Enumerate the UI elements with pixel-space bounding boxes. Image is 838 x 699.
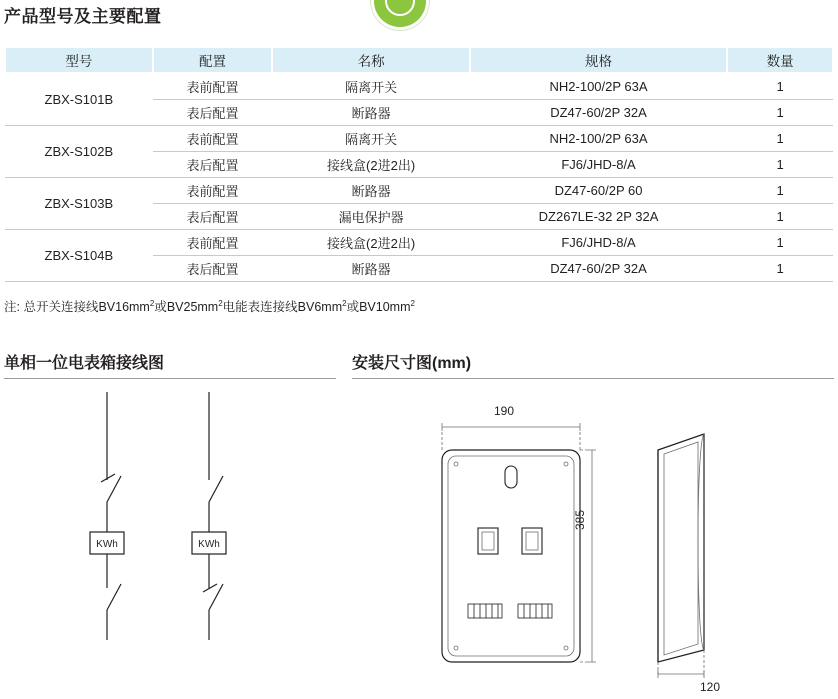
- cell-qty: 1: [727, 178, 833, 204]
- cell-qty: 1: [727, 100, 833, 126]
- column-header-name: 名称: [272, 47, 469, 73]
- column-header-spec: 规格: [470, 47, 727, 73]
- enclosure-side-curve: [698, 434, 704, 650]
- cell-spec: DZ47-60/2P 60: [470, 178, 727, 204]
- terminal-block-right: [518, 604, 552, 618]
- switch-left-upper: [107, 476, 121, 502]
- note-sup-4: 2: [410, 298, 415, 308]
- switch-left-lower: [107, 584, 121, 610]
- enclosure-side-inner: [664, 442, 698, 655]
- cell-qty: 1: [727, 73, 833, 100]
- green-circle-badge-icon: [371, 0, 429, 30]
- cell-model: ZBX-S101B: [5, 73, 153, 126]
- screw-bottom-left: [454, 646, 458, 650]
- cell-qty: 1: [727, 126, 833, 152]
- screw-top-left: [454, 462, 458, 466]
- dimension-label-height: 385: [573, 509, 587, 530]
- screw-bottom-right: [564, 646, 568, 650]
- cell-spec: DZ47-60/2P 32A: [470, 256, 727, 282]
- note-mid-2: 电能表连接线BV6mm: [222, 300, 343, 314]
- cell-config: 表后配置: [153, 100, 273, 126]
- cell-config: 表后配置: [153, 152, 273, 178]
- lock-slot: [505, 466, 517, 488]
- terminal-block-left: [468, 604, 502, 618]
- note-sup-1: 2: [149, 298, 155, 308]
- cell-spec: DZ47-60/2P 32A: [470, 100, 727, 126]
- cell-spec: FJ6/JHD-8/A: [470, 152, 727, 178]
- column-header-config: 配置: [153, 47, 273, 73]
- wiring-title-rule: [4, 378, 336, 379]
- table-row: [5, 178, 833, 204]
- cell-name: 隔离开关: [272, 73, 469, 100]
- note-mid-1: 或BV25mm: [154, 300, 219, 314]
- wiring-diagram: [4, 392, 340, 692]
- cell-model: ZBX-S102B: [5, 126, 153, 178]
- cell-config: 表前配置: [153, 126, 273, 152]
- cell-qty: 1: [727, 230, 833, 256]
- cell-spec: DZ267LE-32 2P 32A: [470, 204, 727, 230]
- cell-name: 隔离开关: [272, 126, 469, 152]
- table-header-row: [5, 47, 833, 73]
- dimension-drawing-svg: [352, 392, 836, 692]
- table-row: [5, 126, 833, 152]
- cell-name: 接线盒(2进2出): [272, 230, 469, 256]
- note-mid-3: 或BV10mm: [346, 300, 411, 314]
- dimension-diagram-title: 安装尺寸图(mm): [352, 355, 472, 372]
- page-title: 产品型号及主要配置: [4, 7, 162, 26]
- specification-table: [4, 46, 834, 282]
- cell-config: 表后配置: [153, 204, 273, 230]
- switch-right-lower-tick: [203, 584, 217, 592]
- note-prefix: 注: 总开关连接线BV16mm: [4, 300, 150, 314]
- table-note: [4, 297, 415, 315]
- enclosure-side-outline: [658, 434, 704, 662]
- dimension-drawing: [352, 392, 836, 692]
- cell-name: 断路器: [272, 100, 469, 126]
- dimension-title-rule: [352, 378, 834, 379]
- enclosure-front-outline: [442, 450, 580, 662]
- note-sup-2: 2: [218, 298, 223, 308]
- note-sup-3: 2: [342, 298, 347, 308]
- cell-config: 表前配置: [153, 73, 273, 100]
- screw-top-right: [564, 462, 568, 466]
- cell-name: 断路器: [272, 256, 469, 282]
- wiring-diagram-title: 单相一位电表箱接线图: [4, 355, 165, 372]
- cell-qty: 1: [727, 204, 833, 230]
- wiring-diagram-svg: [4, 392, 340, 692]
- cell-config: 表后配置: [153, 256, 273, 282]
- table-row: [5, 73, 833, 100]
- cell-name: 接线盒(2进2出): [272, 152, 469, 178]
- table-row: [5, 230, 833, 256]
- cell-model: ZBX-S104B: [5, 230, 153, 282]
- switch-right-upper: [209, 476, 223, 502]
- cell-config: 表前配置: [153, 178, 273, 204]
- meter-label-right: KWh: [198, 539, 220, 550]
- cell-name: 断路器: [272, 178, 469, 204]
- meter-label-left: KWh: [96, 539, 118, 550]
- dimension-label-width: 190: [494, 404, 515, 418]
- switch-left-upper-tick: [101, 474, 115, 482]
- column-header-qty: 数量: [727, 47, 833, 73]
- cell-spec: NH2-100/2P 63A: [470, 126, 727, 152]
- cell-model: ZBX-S103B: [5, 178, 153, 230]
- cell-qty: 1: [727, 256, 833, 282]
- enclosure-front-inner: [448, 456, 574, 656]
- meter-window-right-inner: [526, 532, 538, 550]
- meter-window-left-inner: [482, 532, 494, 550]
- cell-spec: FJ6/JHD-8/A: [470, 230, 727, 256]
- cell-qty: 1: [727, 152, 833, 178]
- cell-name: 漏电保护器: [272, 204, 469, 230]
- column-header-model: 型号: [5, 47, 153, 73]
- cell-spec: NH2-100/2P 63A: [470, 73, 727, 100]
- badge-inner-ring: [385, 0, 415, 16]
- dimension-label-depth: 120: [700, 680, 721, 694]
- cell-config: 表前配置: [153, 230, 273, 256]
